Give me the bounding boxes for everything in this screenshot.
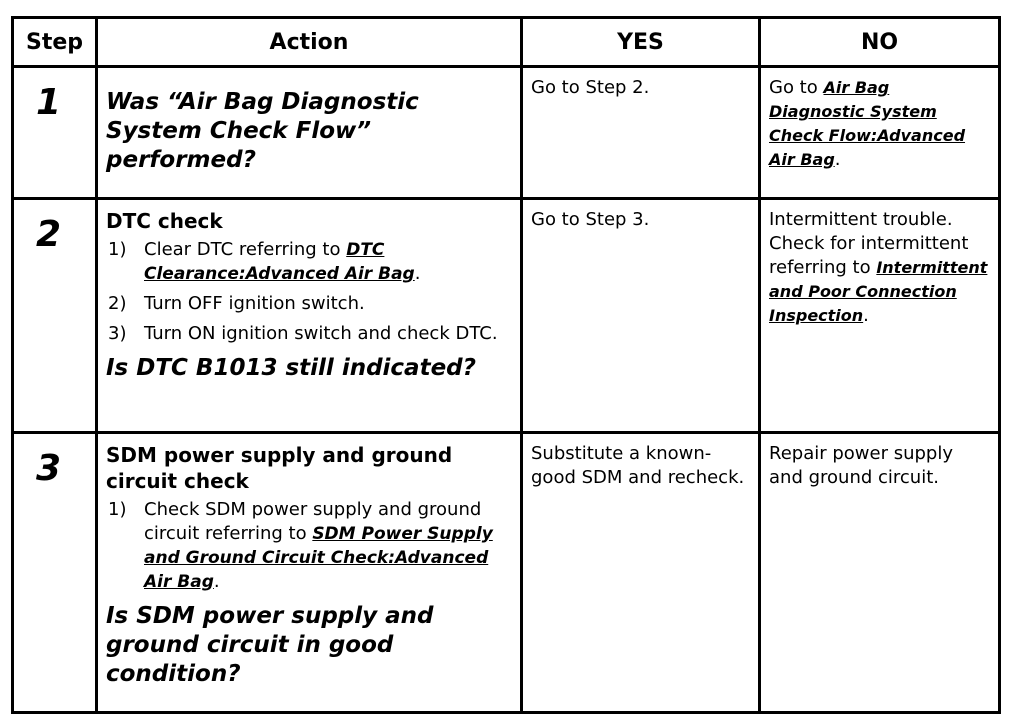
sub-step-number: 1) [108, 239, 127, 261]
sub-step-end: . [414, 263, 421, 285]
dtc-clearance-link[interactable]: DTC Clearance:Advanced Air Bag [144, 240, 415, 285]
sub-step-list [106, 498, 512, 594]
header-action: Action [97, 18, 522, 67]
step-question: Is DTC B1013 still indicated? [106, 355, 476, 382]
step-cell [13, 199, 97, 432]
no-cell [760, 432, 1000, 712]
diagnostic-table [11, 16, 1001, 714]
table-row [13, 432, 1000, 712]
no-suffix: . [863, 305, 869, 327]
step-question: Was “Air Bag Diagnostic System Check Flow” performed? [106, 89, 419, 173]
sub-step [106, 238, 512, 286]
sub-step [106, 322, 512, 346]
header-yes: YES [522, 18, 760, 67]
step-cell [13, 67, 97, 199]
action-cell [97, 199, 522, 432]
sub-step-list [106, 238, 512, 346]
sub-step-text: Turn ON ignition switch and check DTC. [144, 323, 498, 345]
header-step: Step [13, 18, 97, 67]
sdm-power-supply-check-link[interactable]: SDM Power Supply and Ground Circuit Check:Advanced Air Bag [144, 523, 493, 592]
action-title: DTC check [106, 209, 223, 234]
sub-step-text: Clear DTC referring to [144, 239, 347, 261]
sub-step-end: . [213, 570, 220, 592]
yes-text: Go to Step 2. [531, 77, 650, 98]
no-cell [760, 199, 1000, 432]
yes-text: Go to Step 3. [531, 209, 650, 231]
action-cell [97, 67, 522, 199]
no-prefix: Go to [769, 77, 824, 98]
no-cell [760, 67, 1000, 199]
sub-step-number: 2) [108, 293, 127, 315]
yes-text: Substitute a known-good SDM and recheck. [531, 442, 745, 488]
no-text-block [761, 200, 998, 332]
air-bag-diagnostic-flow-link[interactable]: Air Bag Diagnostic System Check Flow:Advanced Air Bag [769, 78, 966, 169]
action-title: SDM power supply and ground circuit check [106, 442, 453, 493]
sub-step-number: 1) [108, 498, 127, 520]
step-question: Is SDM power supply and ground circuit in good condition? [106, 602, 434, 687]
step-number: 2 [36, 214, 62, 256]
no-text: Repair power supply and ground circuit. [769, 442, 953, 488]
no-text-block [761, 68, 998, 176]
action-cell [97, 432, 522, 712]
no-suffix: . [834, 149, 841, 170]
yes-cell [522, 199, 760, 432]
sub-step [106, 292, 512, 316]
header-row [13, 18, 1000, 67]
table-row [13, 199, 1000, 432]
sub-step [106, 498, 512, 594]
step-cell [13, 432, 97, 712]
yes-cell [522, 432, 760, 712]
no-text: Intermittent trouble. Check for intermittent referring to [769, 209, 969, 279]
sub-step-text: Check SDM power supply and ground circuit referring to [144, 498, 482, 544]
sub-step-number: 3) [108, 323, 127, 345]
step-number: 3 [36, 447, 62, 489]
intermittent-inspection-link[interactable]: Intermittent and Poor Connection Inspection [769, 258, 988, 326]
sub-step-text: Turn OFF ignition switch. [144, 293, 365, 315]
header-no: NO [760, 18, 1000, 67]
table-row [13, 67, 1000, 199]
yes-cell [522, 67, 760, 199]
step-number: 1 [36, 82, 62, 123]
